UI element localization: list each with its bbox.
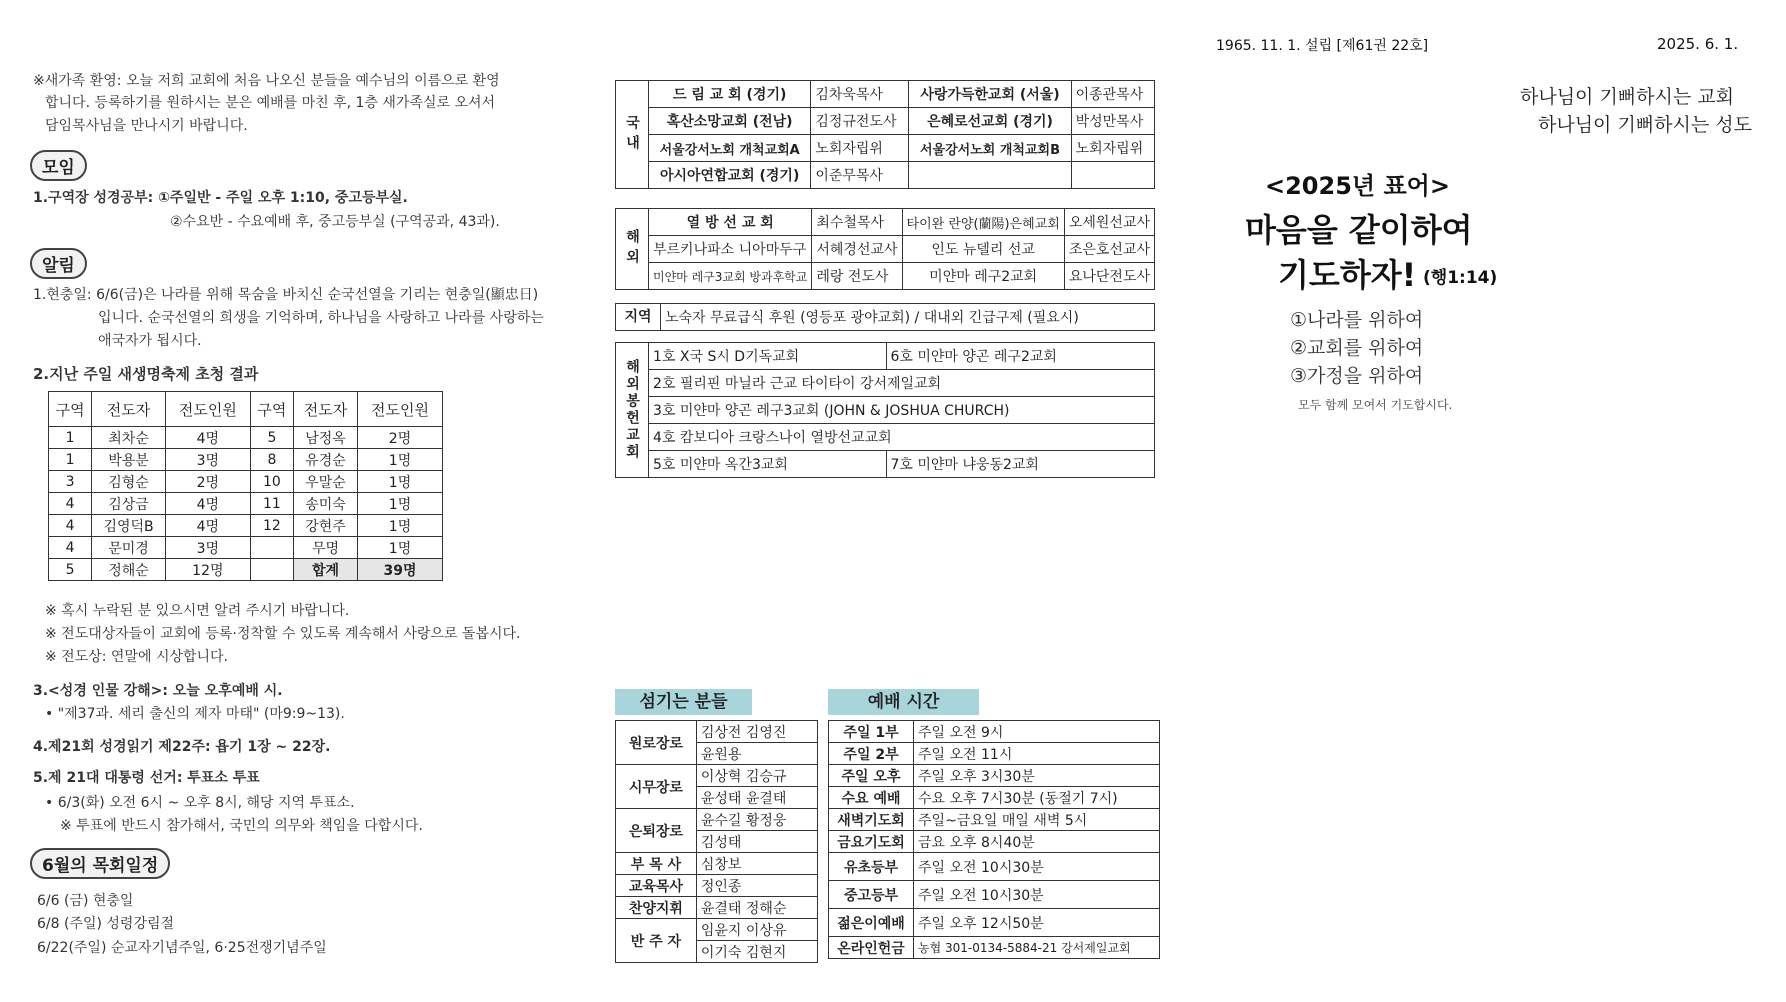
table-cell: 4: [49, 537, 92, 559]
notice-note-1: ※ 혹시 누락된 분 있으시면 알려 주시기 바랍니다.: [45, 603, 350, 619]
schedule-item: 6/22(주일) 순교자기념주일, 6·25전쟁기념주일: [37, 940, 327, 956]
notice-5-note: ※ 투표에 반드시 참가해서, 국민의 의무와 책임을 다합시다.: [60, 818, 423, 834]
mission-church: 부르키나파소 니아마두구: [649, 236, 812, 263]
evangelism-result-table: [48, 391, 443, 581]
worship-name: 유초등부: [829, 853, 914, 881]
mission-church: 미얀마 레구3교회 방과후학교: [649, 263, 812, 290]
worship-name: 주일 2부: [829, 743, 914, 765]
table-cell: 3명: [165, 537, 250, 559]
mission-pastor: 최수철목사: [812, 209, 902, 236]
region-text: 노숙자 무료급식 후원 (영등포 광야교회) / 대내외 긴급구제 (필요시): [661, 304, 1155, 331]
mission-pastor: 요나단전도사: [1064, 263, 1154, 290]
notice-3: 3.<성경 인물 강해>: 오늘 오후예배 시.: [33, 683, 283, 699]
worship-time: 주일 오전 10시30분: [914, 881, 1160, 909]
table-cell: 3명: [165, 449, 250, 471]
table-cell: 남정옥: [293, 427, 357, 449]
table-row: [616, 809, 818, 831]
mission-row: [616, 370, 1155, 397]
welcome-line-3: 담임목사님을 만나시기 바랍니다.: [45, 118, 248, 134]
bulletin-date: 2025. 6. 1.: [1657, 35, 1739, 53]
server-role: 은퇴장로: [616, 809, 697, 853]
table-header-cell: 전도인원: [165, 392, 250, 427]
mission-pastor: 레랑 전도사: [812, 263, 902, 290]
mission-row: [616, 81, 1155, 108]
region-label: 지역: [616, 304, 661, 331]
table-row: [49, 427, 443, 449]
total-value-cell: 39명: [358, 559, 443, 581]
notice-note-3: ※ 전도상: 연말에 시상합니다.: [45, 649, 229, 665]
servers-title: 섬기는 분들: [615, 689, 752, 715]
table-header-cell: 구역: [250, 392, 293, 427]
table-row: [616, 853, 818, 875]
table-row: [49, 559, 443, 581]
notice-1-line-3: 애국자가 됩시다.: [98, 333, 202, 349]
notice-note-2: ※ 전도대상자들이 교회에 등록·정착할 수 있도록 계속해서 사랑으로 돌봅시다.: [45, 626, 521, 642]
region-mission-table: [615, 303, 1155, 331]
mission-row: [616, 304, 1155, 331]
prayer-item: ②교회를 위하여: [1290, 337, 1424, 359]
server-role: 교육목사: [616, 875, 697, 897]
mission-church: 혹산소망교회 (전남): [649, 108, 811, 135]
mission-row: [616, 162, 1155, 189]
schedule-section-title: 6월의 목회일정: [30, 848, 170, 879]
table-cell: 강현주: [293, 515, 357, 537]
table-header-cell: 구역: [49, 392, 92, 427]
table-cell: 송미숙: [293, 493, 357, 515]
mission-row: [616, 209, 1155, 236]
domestic-label: 국내: [616, 81, 649, 189]
mission-pastor: 오세원선교사: [1064, 209, 1154, 236]
server-names: 윤결태 정해순: [696, 897, 817, 919]
table-row: [829, 909, 1160, 937]
worship-name: 금요기도회: [829, 831, 914, 853]
table-header-cell: 전도자: [92, 392, 166, 427]
mission-church: 인도 뉴델리 선교: [902, 236, 1064, 263]
worship-name: 중고등부: [829, 881, 914, 909]
worship-time: 수요 오후 7시30분 (동절기 7시): [914, 787, 1160, 809]
motto-church: 하나님이 기뻐하시는 교회: [1520, 86, 1734, 108]
overseas-missions-table: [615, 208, 1155, 290]
slogan-line-2: 기도하자!: [1278, 256, 1417, 294]
table-header-cell: 전도인원: [358, 392, 443, 427]
server-role: 시무장로: [616, 765, 697, 809]
mission-row: [616, 236, 1155, 263]
table-row: [829, 831, 1160, 853]
table-row: [829, 787, 1160, 809]
dedication-church: 3호 미얀마 양곤 레구3교회 (JOHN & JOSHUA CHURCH): [649, 397, 1155, 424]
servers-table: [615, 720, 818, 963]
table-row: [616, 875, 818, 897]
server-role: 원로장로: [616, 721, 697, 765]
mission-pastor: 노회자립위: [811, 135, 909, 162]
table-cell: 12명: [165, 559, 250, 581]
notice-1-line-1: 1.현충일: 6/6(금)은 나라를 위해 목숨을 바치신 순국선열을 기리는 현충일(顯忠日): [33, 287, 539, 303]
worship-time: 주일 오전 10시30분: [914, 853, 1160, 881]
table-cell: 1: [49, 449, 92, 471]
dedication-church: 5호 미얀마 옥간3교회: [649, 451, 887, 478]
table-cell: 10: [250, 471, 293, 493]
table-row: [616, 721, 818, 743]
table-cell: 1: [49, 427, 92, 449]
table-cell: 4: [49, 493, 92, 515]
table-row: [829, 765, 1160, 787]
notice-5-detail: • 6/3(화) 오전 6시 ~ 오후 8시, 해당 지역 투표소.: [45, 795, 355, 811]
notice-3-detail: • "제37과. 세리 출신의 제자 마태" (마9:9~13).: [45, 706, 345, 722]
table-cell: 5: [49, 559, 92, 581]
dedication-church: 6호 미얀마 양곤 레구2교회: [886, 343, 1155, 370]
motto-saint: 하나님이 기뻐하시는 성도: [1538, 114, 1752, 136]
server-names: 윤수길 황정웅: [696, 809, 817, 831]
table-cell: 11: [250, 493, 293, 515]
worship-name: 온라인헌금: [829, 937, 914, 959]
worship-title: 예배 시간: [828, 689, 979, 715]
table-row: [829, 937, 1160, 959]
mission-pastor: 조은호선교사: [1064, 236, 1154, 263]
worship-time: 주일 오전 9시: [914, 721, 1160, 743]
server-names: 윤원용: [696, 743, 817, 765]
server-names: 정인종: [696, 875, 817, 897]
table-cell: 무명: [293, 537, 357, 559]
worship-name: 주일 1부: [829, 721, 914, 743]
table-cell: 최차순: [92, 427, 166, 449]
dedication-church: 1호 X국 S시 D기독교회: [649, 343, 887, 370]
table-cell: 1명: [358, 515, 443, 537]
notice-section-title: 알림: [30, 248, 87, 279]
mission-church: 열 방 선 교 회: [649, 209, 812, 236]
welcome-line-2: 합니다. 등록하기를 원하시는 분은 예배를 마친 후, 1층 새가족실로 오셔서: [45, 95, 496, 111]
table-row: [49, 493, 443, 515]
worship-time: 주일 오후 12시50분: [914, 909, 1160, 937]
table-cell: 4명: [165, 515, 250, 537]
table-cell: [250, 559, 293, 581]
server-names: 김상전 김영진: [696, 721, 817, 743]
table-header-row: [49, 392, 443, 427]
mission-church: 서울강서노회 개척교회A: [649, 135, 811, 162]
mission-pastor: 서혜경선교사: [812, 236, 902, 263]
table-cell: 5: [250, 427, 293, 449]
table-row: [829, 721, 1160, 743]
schedule-item: 6/6 (금) 현충일: [37, 893, 134, 909]
mission-row: [616, 135, 1155, 162]
table-row: [829, 809, 1160, 831]
dedication-church: 7호 미얀마 냐웅동2교회: [886, 451, 1155, 478]
table-cell: 12: [250, 515, 293, 537]
table-cell: 4명: [165, 493, 250, 515]
table-row: [49, 515, 443, 537]
domestic-missions-table: [615, 80, 1155, 189]
online-offering-account: 농협 301-0134-5884-21 강서제일교회: [914, 937, 1160, 959]
worship-times-table: [828, 720, 1160, 959]
total-label-cell: 합계: [293, 559, 357, 581]
server-names: 윤성태 윤결태: [696, 787, 817, 809]
worship-name: 새벽기도회: [829, 809, 914, 831]
table-cell: 1명: [358, 537, 443, 559]
worship-time: 주일~금요일 매일 새벽 5시: [914, 809, 1160, 831]
dedication-church: 2호 필리핀 마닐라 근교 타이타이 강서제일교회: [649, 370, 1155, 397]
mission-row: [616, 397, 1155, 424]
mission-church: 사랑가득한교회 (서울): [909, 81, 1071, 108]
server-names: 이상혁 김승규: [696, 765, 817, 787]
notice-1-line-2: 입니다. 순국선열의 희생을 기억하며, 하나님을 사랑하고 나라를 사랑하는: [98, 310, 544, 326]
worship-time: 주일 오후 3시30분: [914, 765, 1160, 787]
overseas-label: 해외: [616, 209, 649, 290]
prayer-item: ③가정을 위하여: [1290, 365, 1424, 387]
mission-row: [616, 108, 1155, 135]
table-cell: 2명: [165, 471, 250, 493]
mission-pastor: 노회자립위: [1071, 135, 1154, 162]
dedication-label: 해외봉헌교회: [616, 343, 649, 478]
mission-church: 타이완 란양(蘭陽)은혜교회: [902, 209, 1064, 236]
mission-pastor: 이종관목사: [1071, 81, 1154, 108]
server-names: 이기숙 김현지: [696, 941, 817, 963]
table-header-cell: 전도자: [293, 392, 357, 427]
mission-pastor: 김정규전도사: [811, 108, 909, 135]
slogan-line-1: 마음을 같이하여: [1245, 211, 1473, 249]
table-row: [49, 537, 443, 559]
table-cell: 김형순: [92, 471, 166, 493]
notice-5: 5.제 21대 대통령 선거: 투표소 투표: [33, 770, 260, 786]
dedication-churches-table: [615, 342, 1155, 478]
table-row: [829, 881, 1160, 909]
mission-pastor: [1071, 162, 1154, 189]
table-row: [49, 449, 443, 471]
table-cell: 8: [250, 449, 293, 471]
notice-4: 4.제21회 성경읽기 제22주: 욥기 1장 ~ 22장.: [33, 739, 331, 755]
table-row: [616, 765, 818, 787]
table-cell: 유경순: [293, 449, 357, 471]
mission-row: [616, 343, 1155, 370]
schedule-item: 6/8 (주일) 성령강림절: [37, 916, 175, 932]
table-cell: 4: [49, 515, 92, 537]
table-cell: 김영덕B: [92, 515, 166, 537]
worship-time: 주일 오전 11시: [914, 743, 1160, 765]
mission-row: [616, 451, 1155, 478]
mission-pastor: 이준무목사: [811, 162, 909, 189]
worship-name: 수요 예배: [829, 787, 914, 809]
mission-pastor: 김차욱목사: [811, 81, 909, 108]
server-role: 반 주 자: [616, 919, 697, 963]
prayer-item: ①나라를 위하여: [1290, 309, 1424, 331]
server-names: 임윤지 이상유: [696, 919, 817, 941]
table-cell: 문미경: [92, 537, 166, 559]
table-cell: 1명: [358, 493, 443, 515]
server-role: 찬양지휘: [616, 897, 697, 919]
table-cell: 1명: [358, 449, 443, 471]
mission-church: 미얀마 레구2교회: [902, 263, 1064, 290]
worship-time: 금요 오후 8시40분: [914, 831, 1160, 853]
prayer-note: 모두 함께 모여서 기도합시다.: [1298, 398, 1453, 412]
table-cell: 3: [49, 471, 92, 493]
server-names: 김성태: [696, 831, 817, 853]
table-row: [616, 919, 818, 941]
mission-row: [616, 424, 1155, 451]
worship-name: 주일 오후: [829, 765, 914, 787]
table-cell: 4명: [165, 427, 250, 449]
table-row: [49, 471, 443, 493]
welcome-line-1: ※새가족 환영: 오늘 저희 교회에 처음 나오신 분들을 예수님의 이름으로 환영: [33, 73, 500, 89]
mission-church: 드 림 교 회 (경기): [649, 81, 811, 108]
table-cell: 정해순: [92, 559, 166, 581]
server-role: 부 목 사: [616, 853, 697, 875]
meeting-line-1: 1.구역장 성경공부: ①주일반 - 주일 오후 1:10, 중고등부실.: [33, 190, 408, 206]
worship-name: 젊은이예배: [829, 909, 914, 937]
founding-info: 1965. 11. 1. 설립 [제61권 22호]: [1216, 38, 1429, 54]
table-cell: 우말순: [293, 471, 357, 493]
dedication-church: 4호 캄보디아 크랑스나이 열방선교교회: [649, 424, 1155, 451]
year-motto-title: <2025년 표어>: [1265, 172, 1450, 200]
table-cell: 김상금: [92, 493, 166, 515]
slogan-verse: (행1:14): [1423, 268, 1498, 288]
table-row: [829, 743, 1160, 765]
mission-church: [909, 162, 1071, 189]
meeting-line-2: ②수요반 - 수요예배 후, 중고등부실 (구역공과, 43과).: [170, 214, 500, 230]
mission-church: 아시아연합교회 (경기): [649, 162, 811, 189]
notice-2-title: 2.지난 주일 새생명축제 초청 결과: [33, 365, 259, 383]
table-cell: 2명: [358, 427, 443, 449]
mission-church: 서울강서노회 개척교회B: [909, 135, 1071, 162]
table-row: [616, 897, 818, 919]
server-names: 심창보: [696, 853, 817, 875]
meeting-section-title: 모임: [30, 150, 87, 181]
mission-row: [616, 263, 1155, 290]
mission-pastor: 박성만목사: [1071, 108, 1154, 135]
mission-church: 은혜로선교회 (경기): [909, 108, 1071, 135]
table-row: [829, 853, 1160, 881]
table-cell: 1명: [358, 471, 443, 493]
table-cell: [250, 537, 293, 559]
table-cell: 박용분: [92, 449, 166, 471]
